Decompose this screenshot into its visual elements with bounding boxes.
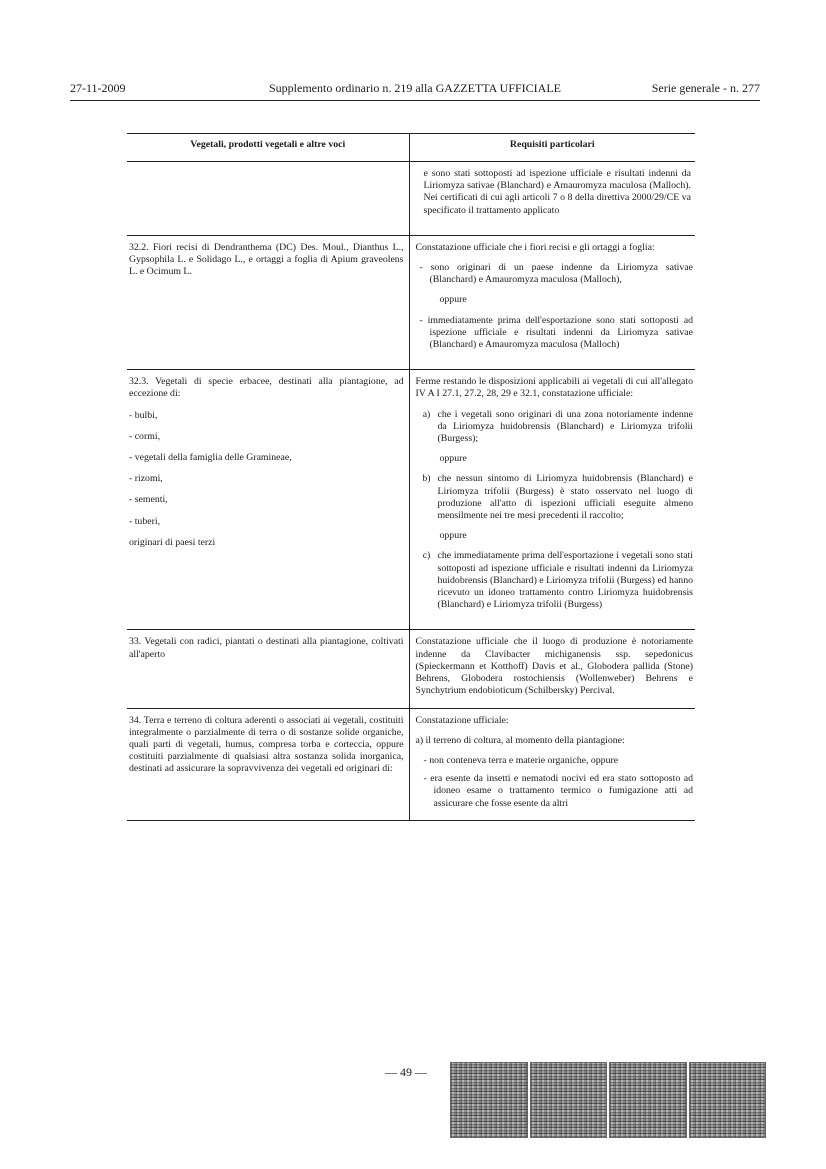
requirement-intro: Constatazione ufficiale che i fiori recisi e gli ortaggi a foglia: xyxy=(415,241,655,253)
requirement-option: - sono originari di un paese indenne da Liriomyza sativae (Blanchard) e Amauromyza maculosa (Malloch), xyxy=(419,262,693,286)
continuation-text: e sono stati sottoposti ad ispezione ufficiale e risultati indenni da Liriomyza sativae (Blanchard) e Amauromyza maculosa (Malloch). Nei certificati di cui agli articoli 7 o 8 della direttiva 2000/29/CE va specificato il trattamento applicato xyxy=(423,168,691,216)
stamp-block xyxy=(530,1062,608,1138)
oppure-label: oppure xyxy=(439,294,467,306)
security-pattern-stamp xyxy=(450,1062,766,1136)
list-marker: a) xyxy=(422,408,431,420)
exception-item: - cormi, xyxy=(129,430,161,442)
exception-item: - vegetali della famiglia delle Gramineae, xyxy=(129,452,292,464)
item-32-2-requirements xyxy=(409,235,695,369)
exception-item: - sementi, xyxy=(129,494,168,506)
table-row-32-3 xyxy=(127,370,695,630)
item-33-description: 33. Vegetali con radici, piantati o destinati alla piantagione, coltivati all'aperto xyxy=(127,630,409,708)
exception-item: - bulbi, xyxy=(129,409,158,421)
origin-text: originari di paesi terzi xyxy=(129,536,216,548)
requirement-option-a xyxy=(416,409,694,454)
item-34-description: 34. Terra e terreno di coltura aderenti o associati ai vegetali, costituiti integralmente o parzialmente di terra o di sostanze solide organiche, quali parti di vegetali, humus, compresa torba e corteccia, oppure costituiti parzialmente di qualsiasi altra sostanza solida inorganica, destinati ad assicurare la sopravvivenza dei vegetali ed originari di: xyxy=(127,708,409,820)
table-row-32-2 xyxy=(127,235,695,369)
item-33-requirements: Constatazione ufficiale che il luogo di produzione è notoriamente indenne da Clavibacter michiganensis ssp. sepedonicus (Spieckermann et Kotthoff) Davis et al., Globodera pallida (Stone) Behrens, Globodera rostochiensis (Wollenweber) Behrens e Synchytrium endobioticum (Schilbersky) Percival. xyxy=(409,630,695,708)
column-header-requirements: Requisiti particolari xyxy=(409,134,695,162)
table-row-33 xyxy=(127,630,695,708)
page-header xyxy=(70,81,760,97)
table-row-34 xyxy=(127,708,695,820)
requirement-subitem: - era esente da insetti e nematodi nocivi ed era stato sottoposto ad idoneo esame o trattamento termico o fumigazione atti ad assicurare che fosse esente da altri xyxy=(423,773,693,809)
list-marker: b) xyxy=(422,473,431,485)
stamp-block xyxy=(450,1062,528,1138)
header-publication: Supplemento ordinario n. 219 alla GAZZETTA UFFICIALE xyxy=(269,81,561,95)
column-header-products: Vegetali, prodotti vegetali e altre voci xyxy=(127,134,409,162)
table-cell xyxy=(409,162,695,236)
header-series: Serie generale - n. 277 xyxy=(651,81,760,95)
requirement-option-c xyxy=(416,550,694,619)
table-row xyxy=(127,162,695,236)
requirements-table xyxy=(127,133,695,821)
table-cell-empty xyxy=(127,162,409,236)
header-rule xyxy=(70,100,760,101)
oppure-label: oppure xyxy=(439,453,467,465)
requirement-text: che nessun sintomo di Liriomyza huidobrensis (Blanchard) e Liriomyza trifolii (Burgess) è stato osservato nel luogo di produzione all'atto di ispezioni ufficiali eseguite almeno mensilmente nei tre mesi precedenti il raccolto; xyxy=(437,473,693,522)
header-date: 27-11-2009 xyxy=(70,81,126,95)
requirement-intro: Ferme restando le disposizioni applicabili ai vegetali di cui all'allegato IV A I 27.1, 27.2, 28, 29 e 32.1, constatazione ufficiale: xyxy=(415,376,693,400)
requirement-option: - immediatamente prima dell'esportazione sono stati sottoposti ad ispezione ufficiale e risultati indenni da Liriomyza sativae (Blanchard) e Amauromyza maculosa (Malloch) xyxy=(419,314,693,351)
item-32-3-requirements xyxy=(409,370,695,630)
requirement-option-a: a) il terreno di coltura, al momento della piantagione: xyxy=(415,734,625,746)
stamp-block xyxy=(689,1062,767,1138)
list-marker: c) xyxy=(422,550,431,562)
exception-item: - tuberi, xyxy=(129,515,161,527)
requirement-intro: Constatazione ufficiale: xyxy=(415,714,509,726)
requirement-text: che i vegetali sono originari di una zona notoriamente indenne da Liriomyza huidobrensis (Blanchard) e Liriomyza trifolii (Burgess); xyxy=(437,408,693,445)
requirement-text: che immediatamente prima dell'esportazione i vegetali sono stati sottoposti ad ispezione ufficiale e risultati indenni da Liriomyza huidobrensis (Blanchard) e Liriomyza trifolii (Burgess) ed hanno ricevuto un idoneo trattamento contro Liriomyza huidobrensis (Blanchard) e Liriomyza trifolii (Burgess) xyxy=(437,550,693,611)
requirement-subitem: - non conteneva terra e materie organiche, oppure xyxy=(423,754,619,766)
item-32-2-description: 32.2. Fiori recisi di Dendranthema (DC) Des. Moul., Dianthus L., Gypsophila L. e Solidago L., e ortaggi a foglia di Apium graveolens L. e Ocimum L. xyxy=(127,235,409,369)
item-intro: 32.3. Vegetali di specie erbacee, destinati alla piantagione, ad eccezione di: xyxy=(129,376,404,400)
item-34-requirements xyxy=(409,708,695,820)
item-32-3-description xyxy=(127,370,409,630)
oppure-label: oppure xyxy=(439,530,467,542)
page-number: — 49 — xyxy=(385,1065,427,1079)
exception-item: - rizomi, xyxy=(129,473,163,485)
requirement-option-b xyxy=(416,473,694,530)
stamp-block xyxy=(609,1062,687,1138)
